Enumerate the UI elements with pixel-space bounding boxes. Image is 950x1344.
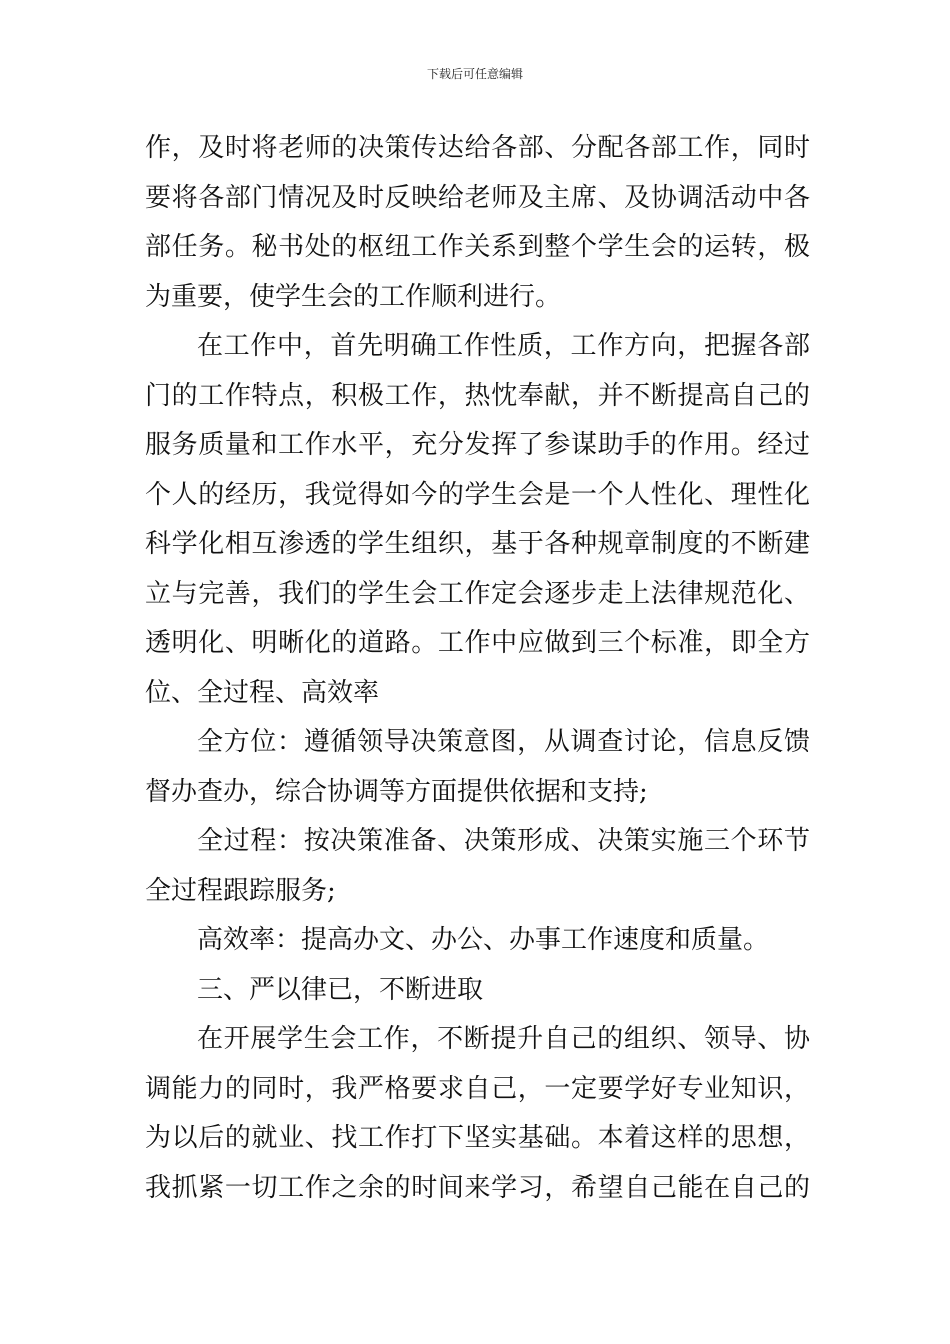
text-line: 服务质量和工作水平，充分发挥了参谋助手的作用。经过 bbox=[145, 430, 810, 460]
paragraph bbox=[145, 322, 810, 718]
text-line: 督办查办，综合协调等方面提供依据和支持; bbox=[145, 776, 648, 807]
text-line: 三、严以律已，不断进取 bbox=[197, 974, 484, 1005]
paragraph bbox=[145, 124, 810, 322]
text-line: 部任务。秘书处的枢纽工作关系到整个学生会的运转，极 bbox=[145, 232, 810, 262]
text-line: 透明化、明晰化的道路。工作中应做到三个标准，即全方 bbox=[145, 628, 810, 658]
text-line: 在工作中，首先明确工作性质，工作方向，把握各部 bbox=[197, 331, 810, 361]
text-line: 调能力的同时，我严格要求自己，一定要学好专业知识， bbox=[145, 1073, 810, 1104]
text-line: 全方位：遵循领导决策意图，从调查讨论，信息反馈 bbox=[197, 727, 810, 757]
text-line: 立与完善，我们的学生会工作定会逐步走上法律规范化、 bbox=[145, 578, 810, 609]
text-line: 作，及时将老师的决策传达给各部、分配各部工作，同时 bbox=[145, 133, 810, 163]
text-line: 要将各部门情况及时反映给老师及主席、及协调活动中各 bbox=[145, 182, 810, 213]
text-line: 为以后的就业、找工作打下坚实基础。本着这样的思想， bbox=[145, 1123, 810, 1153]
text-line: 全过程：按决策准备、决策形成、决策实施三个环节 bbox=[197, 826, 810, 856]
paragraph bbox=[145, 817, 810, 916]
text-line: 高效率：提高办文、办公、办事工作速度和质量。 bbox=[197, 925, 770, 955]
text-line: 个人的经历，我觉得如今的学生会是一个人性化、理性化 bbox=[145, 479, 810, 510]
paragraph bbox=[145, 916, 810, 966]
paragraph bbox=[145, 1015, 810, 1213]
text-line: 科学化相互渗透的学生组织，基于各种规章制度的不断建 bbox=[145, 529, 810, 559]
paragraph bbox=[145, 718, 810, 817]
text-line: 全过程跟踪服务; bbox=[145, 875, 336, 906]
section-heading bbox=[145, 966, 810, 1016]
text-line: 我抓紧一切工作之余的时间来学习，希望自己能在自己的 bbox=[145, 1172, 810, 1203]
text-line: 位、全过程、高效率 bbox=[145, 677, 380, 708]
text-line: 门的工作特点，积极工作，热忱奉献，并不断提高自己的 bbox=[145, 380, 810, 411]
text-line: 为重要，使学生会的工作顺利进行。 bbox=[145, 281, 562, 312]
document-body bbox=[145, 124, 810, 1213]
text-line: 在开展学生会工作，不断提升自己的组织、领导、协 bbox=[197, 1024, 810, 1054]
page-header: 下载后可任意编辑 bbox=[426, 67, 523, 81]
